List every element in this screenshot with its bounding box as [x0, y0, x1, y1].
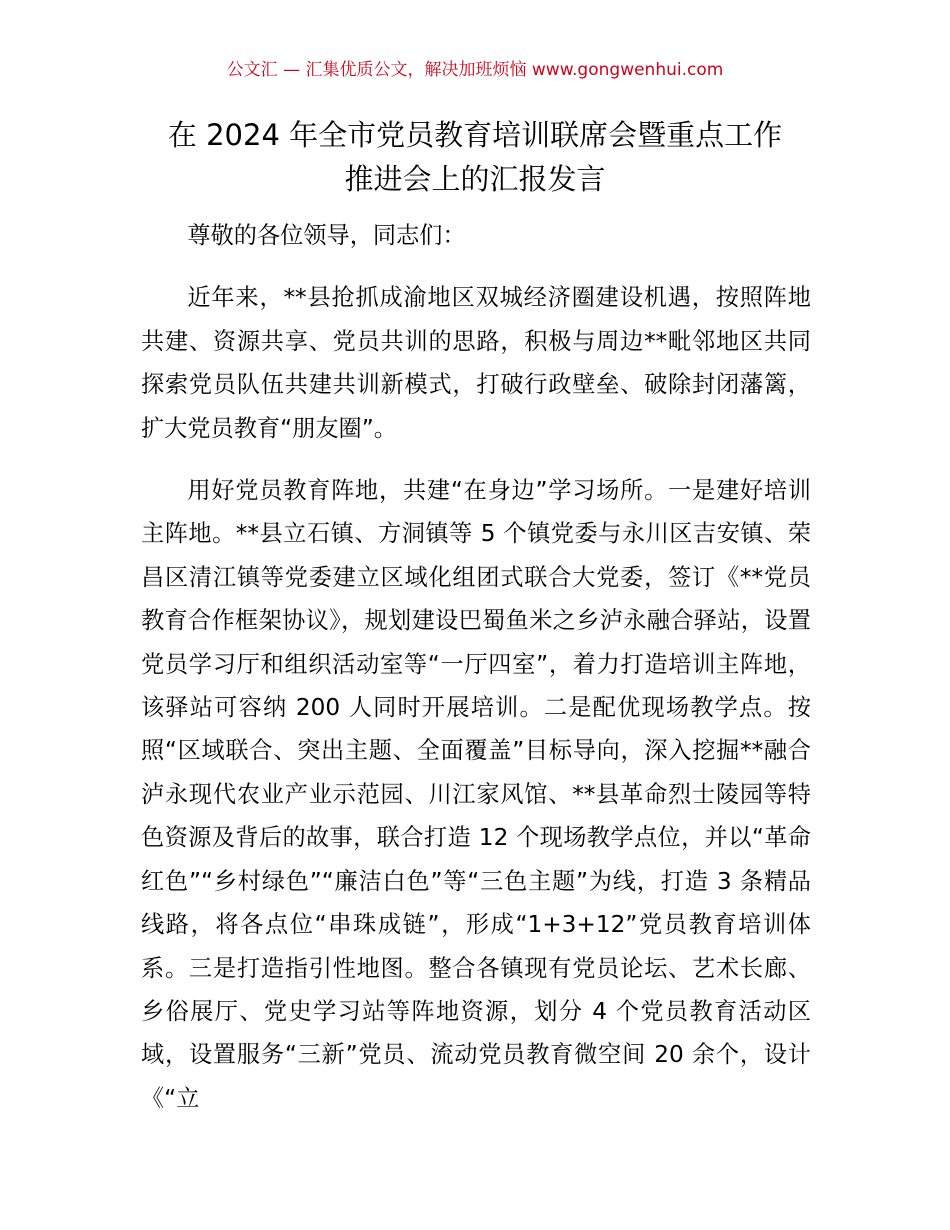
- paragraph: 近年来，**县抢抓成渝地区双城经济圈建设机遇，按照阵地共建、资源共享、党员共训的思路，积极与周边**毗邻地区共同探索党员队伍共建共训新模式，打破行政壁垒、破除封闭藩篱，扩大党员教育“朋友圈”。: [141, 284, 811, 442]
- paragraph: 用好党员教育阵地，共建“在身边”学习场所。一是建好培训主阵地。**县立石镇、方洞镇等 5 个镇党委与永川区吉安镇、荣昌区清江镇等党委建立区域化组团式联合大党委，签订《**党员教育合作框架协议》，规划建设巴蜀鱼米之乡泸永融合驿站，设置党员学习厅和组织活动室等“一厅四室”，着力打造培训主阵地，该驿站可容纳 200 人同时开展培训。二是配优现场教学点。按照“区域联合、突出主题、全面覆盖”目标导向，深入挖掘**融合泸永现代农业产业示范园、川江家风馆、**县革命烈士陵园等特色资源及背后的故事，联合打造 12 个现场教学点位，并以“革命红色”“乡村绿色”“廉洁白色”等“三色主题”为线，打造 3 条精品线路，将各点位“串珠成链”，形成“1+3+12”党员教育培训体系。三是打造指引性地图。整合各镇现有党员论坛、艺术长廊、乡俗展厅、党史学习站等阵地资源，划分 4 个党员教育活动区域，设置服务“三新”党员、流动党员教育微空间 20 余个，设计《“立: [141, 477, 811, 1112]
- salutation: 尊敬的各位领导，同志们：: [187, 222, 466, 249]
- document-body: [141, 214, 811, 1120]
- title-line-1: 在 2024 年全市党员教育培训联席会暨重点工作: [167, 118, 783, 152]
- document-title: [110, 113, 840, 201]
- title-line-2: 推进会上的汇报发言: [344, 162, 606, 196]
- site-banner: 公文汇 — 汇集优质公文，解决加班烦恼 www.gongwenhui.com: [226, 60, 724, 80]
